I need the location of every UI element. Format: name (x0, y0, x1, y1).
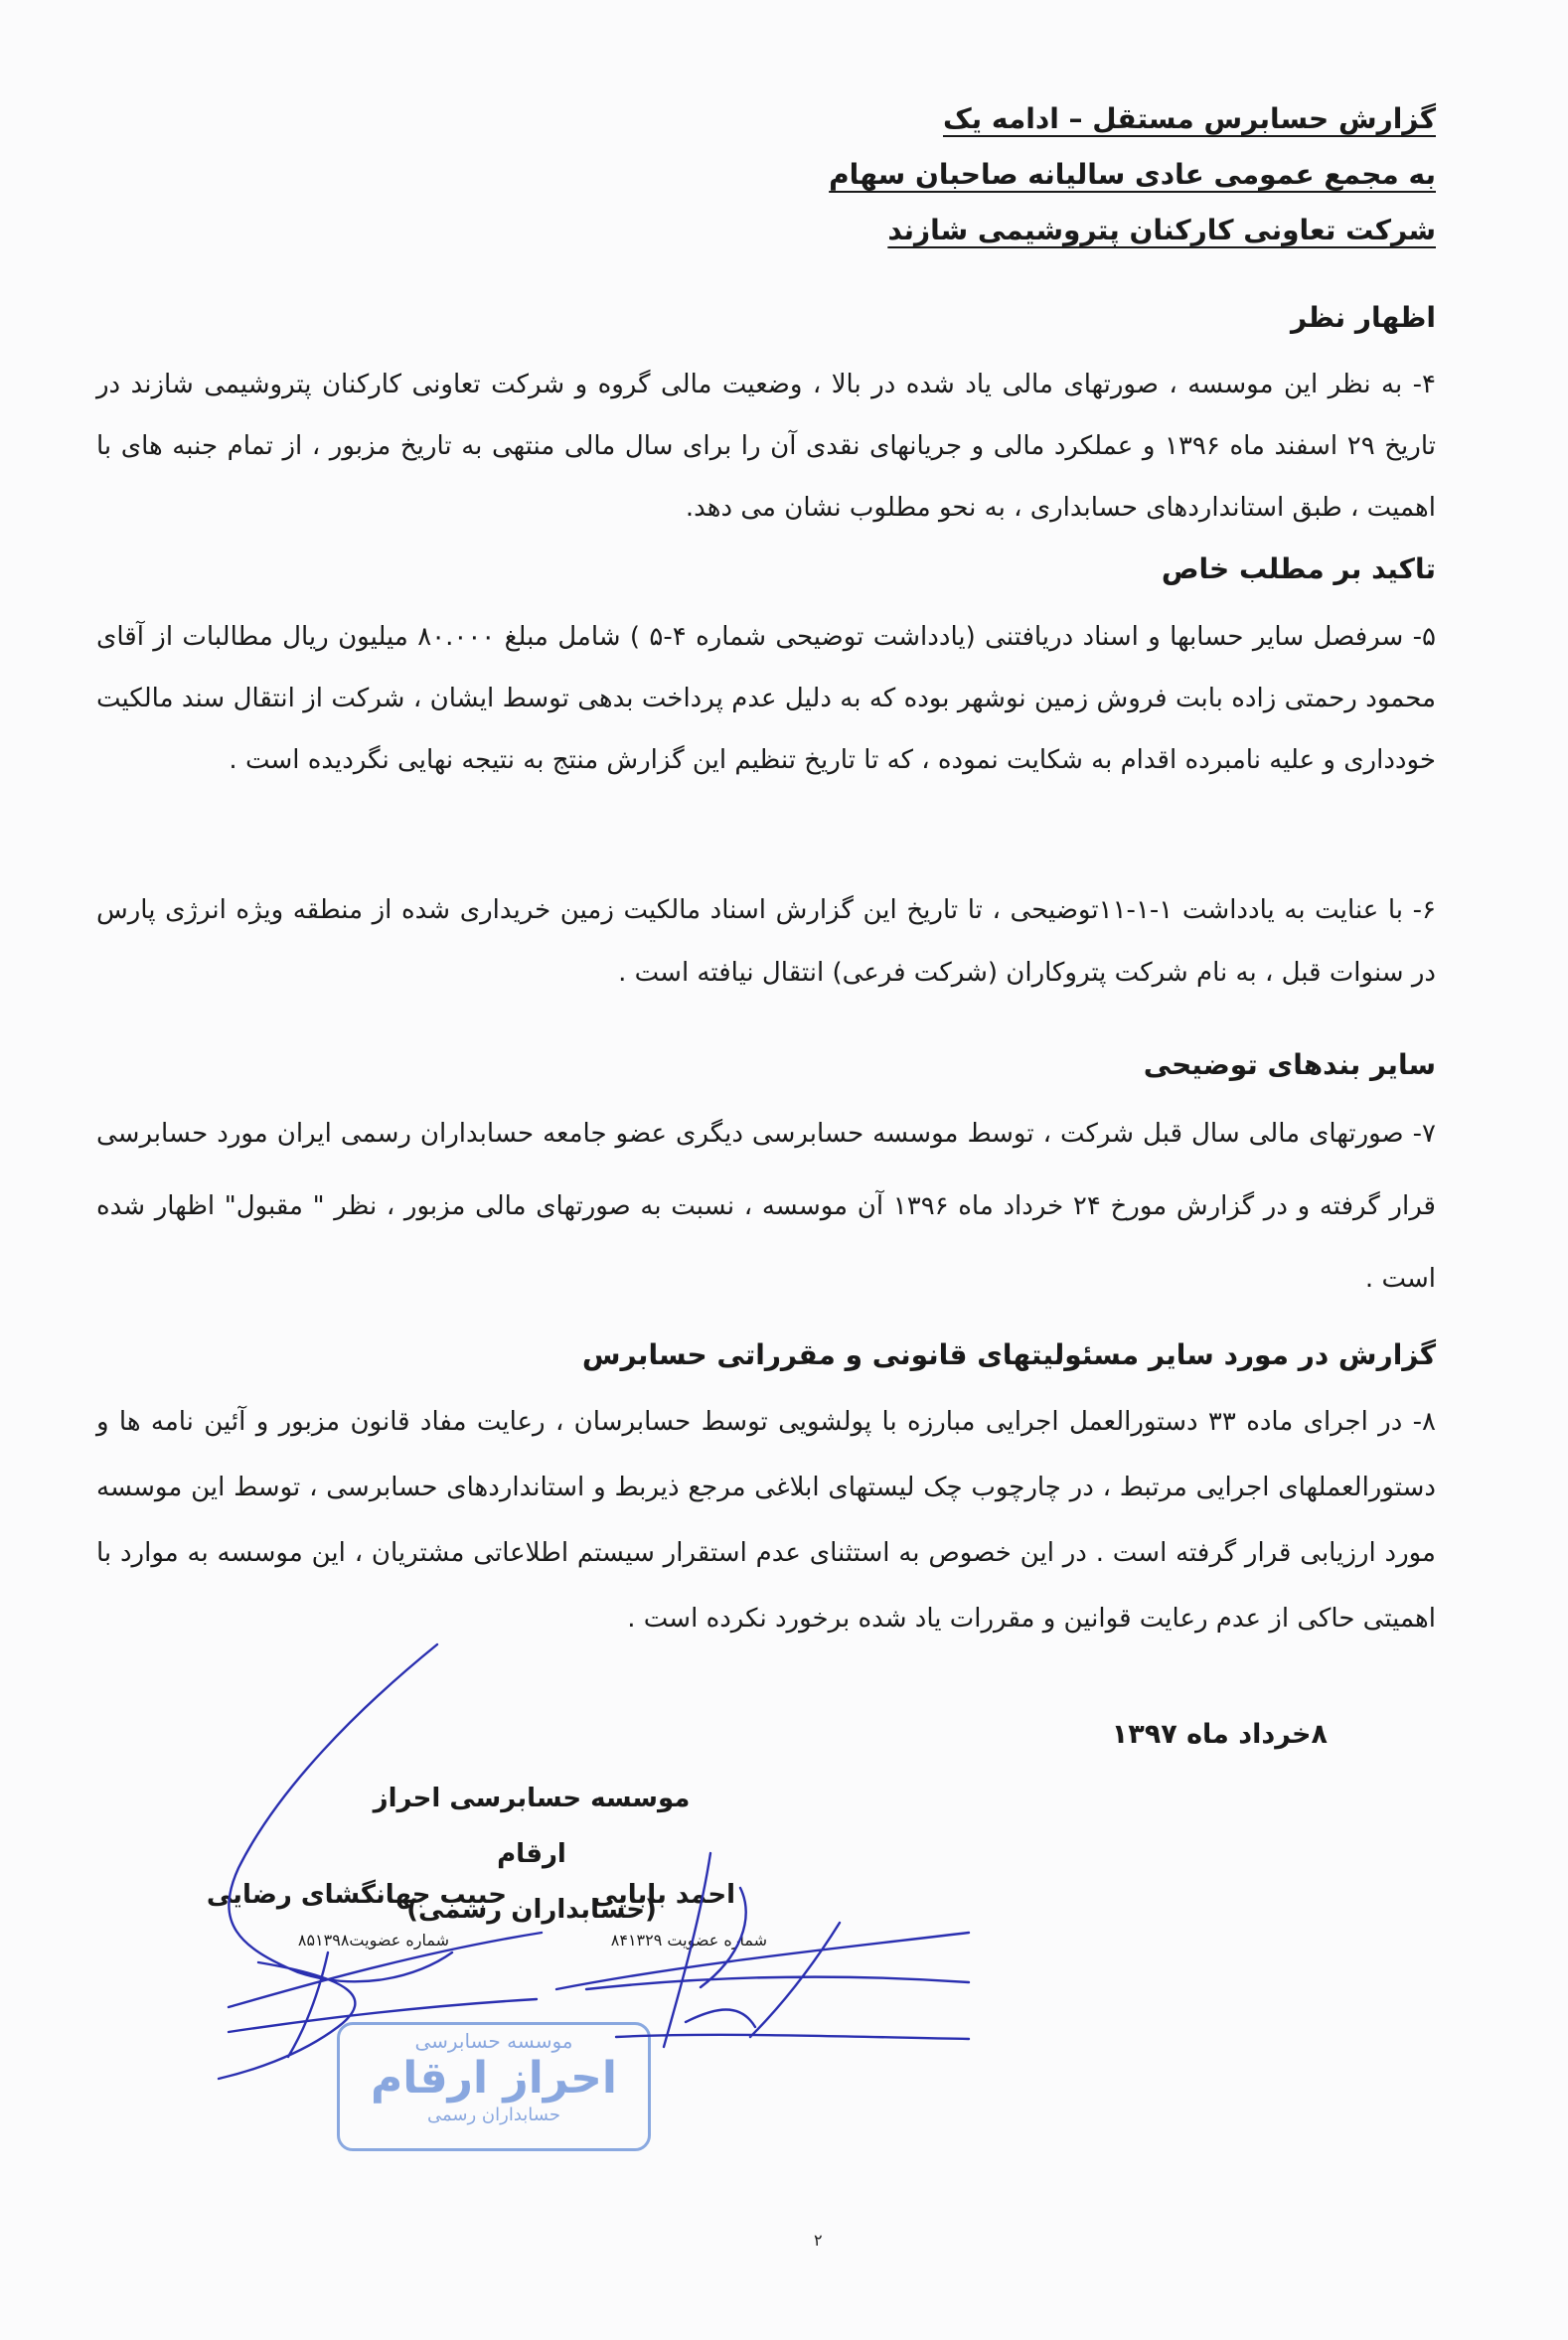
header-title: گزارش حسابرس مستقل – ادامه یک (942, 102, 1436, 135)
firm-stamp (337, 2022, 651, 2151)
paragraph-6: ۶- با عنایت به یادداشت ۱-۱-۱۱توضیحی ، تا تاریخ این گزارش اسناد مالکیت زمین خریداری شده از منطقه ویژه انرژی پارس در سنوات قبل ، به نام شرکت پتروکاران (شرکت فرعی) انتقال نیافته است . (96, 895, 1436, 988)
paragraph-8: ۸- در اجرای ماده ۳۳ دستورالعمل اجرایی مبارزه با پولشویی توسط حسابرسان ، رعایت مفاد قانون مزبور و آئین نامه ها و دستورالعملهای اجرایی مرتبط ، در چارچوب چک لیستهای ابلاغی مرجع ذیربط و استانداردهای حسابرسی ، توسط این موسسه مورد ارزیابی قرار گرفته است . در این خصوص به استثنای عدم استقرار سیستم اطلاعاتی مشتریان ، این موسسه به موارد با اهمیتی حاکی از عدم رعایت قوانین و مقررات یاد شده برخورد نکرده است . (96, 1407, 1437, 1634)
opinion-title: اظهار نظر (1290, 301, 1436, 334)
signer-name-rezaei: حبیب جهانگشای رضایی (206, 1880, 507, 1910)
report-date: ۸خرداد ماه ۱۳۹۷ (1111, 1719, 1328, 1750)
other-matters-title: سایر بندهای توضیحی (1143, 1048, 1436, 1081)
signer-member-rezaei: شماره عضویت۸۵۱۳۹۸ (297, 1931, 449, 1950)
report-header (829, 91, 1436, 258)
paragraph-7: ۷- صورتهای مالی سال قبل شرکت ، توسط موسسه حسابرسی دیگری عضو جامعه حسابداران رسمی ایران مورد حسابرسی قرار گرفته و در گزارش مورخ ۲۴ خرداد ماه ۱۳۹۶ آن موسسه ، نسبت به صورتهای مالی مزبور ، نظر " مقبول" اظهار شده است . (96, 1119, 1436, 1294)
signer-name-babaei: احمد بابایی (591, 1880, 735, 1910)
opinion-paragraph: ۴- به نظر این موسسه ، صورتهای مالی یاد شده در بالا ، وضعیت مالی گروه و شرکت تعاونی کارکنان پتروشیمی شازند در تاریخ ۲۹ اسفند ماه ۱۳۹۶ و عملکرد مالی و جریانهای نقدی آن را برای سال مالی منتهی به تاریخ مزبور ، از تمام جنبه های با اهمیت ، طبق استانداردهای حسابداری ، به نحو مطلوب نشان می دهد. (96, 370, 1437, 523)
header-company: شرکت تعاونی کارکنان پتروشیمی شازند (887, 214, 1436, 246)
header-recipient: به مجمع عمومی عادی سالیانه صاحبان سهام (829, 158, 1436, 191)
legal-title: گزارش در مورد سایر مسئولیتهای قانونی و مقرراتی حسابرس (581, 1338, 1436, 1371)
stamp-top-text: موسسه حسابرسی (414, 2029, 573, 2053)
signer-member-babaei: شماره عضویت ۸۴۱۳۲۹ (610, 1931, 767, 1950)
firm-subtitle: (حسابداران رسمی) (406, 1895, 657, 1925)
emphasis-title: تاکید بر مطلب خاص (1161, 552, 1436, 585)
paragraph-5: ۵- سرفصل سایر حسابها و اسناد دریافتنی (یادداشت توضیحی شماره ۴-۵ ) شامل مبلغ ۸۰.۰۰۰ میلیون ریال مطالبات از آقای محمود رحمتی زاده بابت فروش زمین نوشهر بوده که به دلیل عدم پرداخت بدهی توسط ایشان ، شرکت از انتقال سند مالکیت خودداری و علیه نامبرده اقدام به شکایت نموده ، که تا تاریخ تنظیم این گزارش منتج به نتیجه نهایی نگردیده است . (96, 622, 1436, 775)
audit-firm (353, 1771, 710, 1938)
firm-name: موسسه حسابرسی احراز ارقام (373, 1784, 691, 1869)
stamp-bottom-text: حسابداران رسمی (427, 2105, 560, 2125)
page-number: ۲ (814, 2231, 823, 2250)
stamp-main-text: احراز ارقام (371, 2053, 617, 2104)
